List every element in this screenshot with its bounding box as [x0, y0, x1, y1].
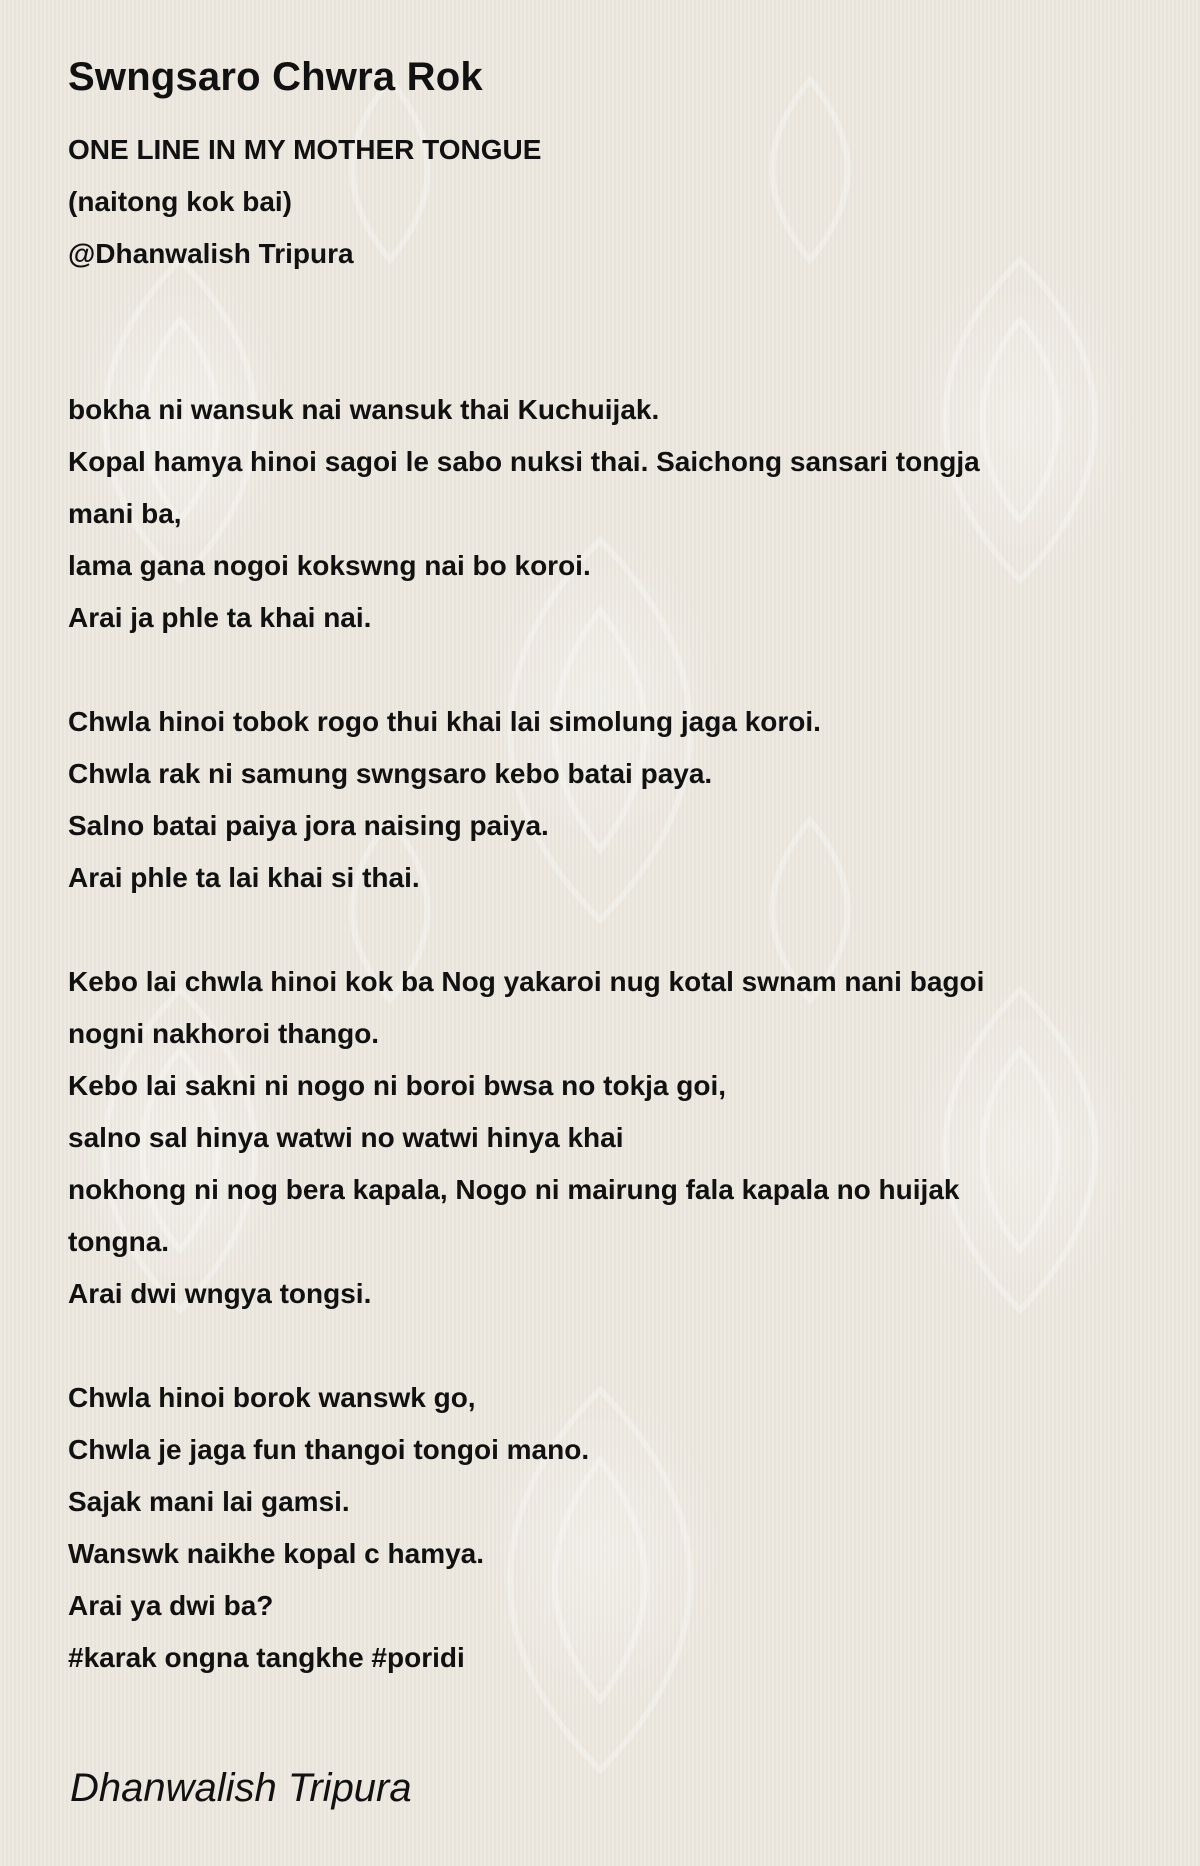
poem-body [68, 124, 1148, 1684]
blank-line [68, 1320, 1148, 1372]
poem-line: Arai phle ta lai khai si thai. [68, 862, 420, 893]
poem-line: Kopal hamya hinoi sagoi le sabo nuksi thai. Saichong sansari tongja [68, 446, 980, 477]
poem-line: mani ba, [68, 498, 182, 529]
poem-line: #karak ongna tangkhe #poridi [68, 1642, 465, 1673]
poem-line: lama gana nogoi kokswng nai bo koroi. [68, 550, 591, 581]
poem-line: tongna. [68, 1226, 170, 1257]
poem-line: Kebo lai chwla hinoi kok ba Nog yakaroi nug kotal swnam nani bagoi [68, 966, 985, 997]
blank-line [68, 904, 1148, 956]
poem-line: nogni nakhoroi thango. [68, 1018, 380, 1049]
poem-line: Salno batai paiya jora naising paiya. [68, 810, 549, 841]
poem-line: Kebo lai sakni ni nogo ni boroi bwsa no tokja goi, [68, 1070, 727, 1101]
poem-line: Arai ja phle ta khai nai. [68, 602, 372, 633]
poem-line: (naitong kok bai) [68, 186, 292, 217]
poem-title: Swngsaro Chwra Rok [68, 55, 483, 99]
poem-line: ONE LINE IN MY MOTHER TONGUE [68, 134, 542, 165]
poem-line: Sajak mani lai gamsi. [68, 1486, 350, 1517]
blank-line [68, 644, 1148, 696]
blank-line [68, 332, 1148, 384]
poem-container [68, 44, 1148, 1684]
poem-line: Arai dwi wngya tongsi. [68, 1278, 372, 1309]
poem-line: Arai ya dwi ba? [68, 1590, 274, 1621]
poem-line: Chwla je jaga fun thangoi tongoi mano. [68, 1434, 590, 1465]
poem-author: Dhanwalish Tripura [70, 1766, 412, 1810]
poem-line: @Dhanwalish Tripura [68, 238, 354, 269]
poem-line: Chwla rak ni samung swngsaro kebo batai paya. [68, 758, 713, 789]
poem-line: Wanswk naikhe kopal c hamya. [68, 1538, 485, 1569]
poem-line: salno sal hinya watwi no watwi hinya khai [68, 1122, 624, 1153]
poem-line: Chwla hinoi borok wanswk go, [68, 1382, 476, 1413]
poem-line: bokha ni wansuk nai wansuk thai Kuchuijak. [68, 394, 660, 425]
blank-line [68, 280, 1148, 332]
poem-line: Chwla hinoi tobok rogo thui khai lai simolung jaga koroi. [68, 706, 821, 737]
poem-line: nokhong ni nog bera kapala, Nogo ni mairung fala kapala no huijak [68, 1174, 960, 1205]
